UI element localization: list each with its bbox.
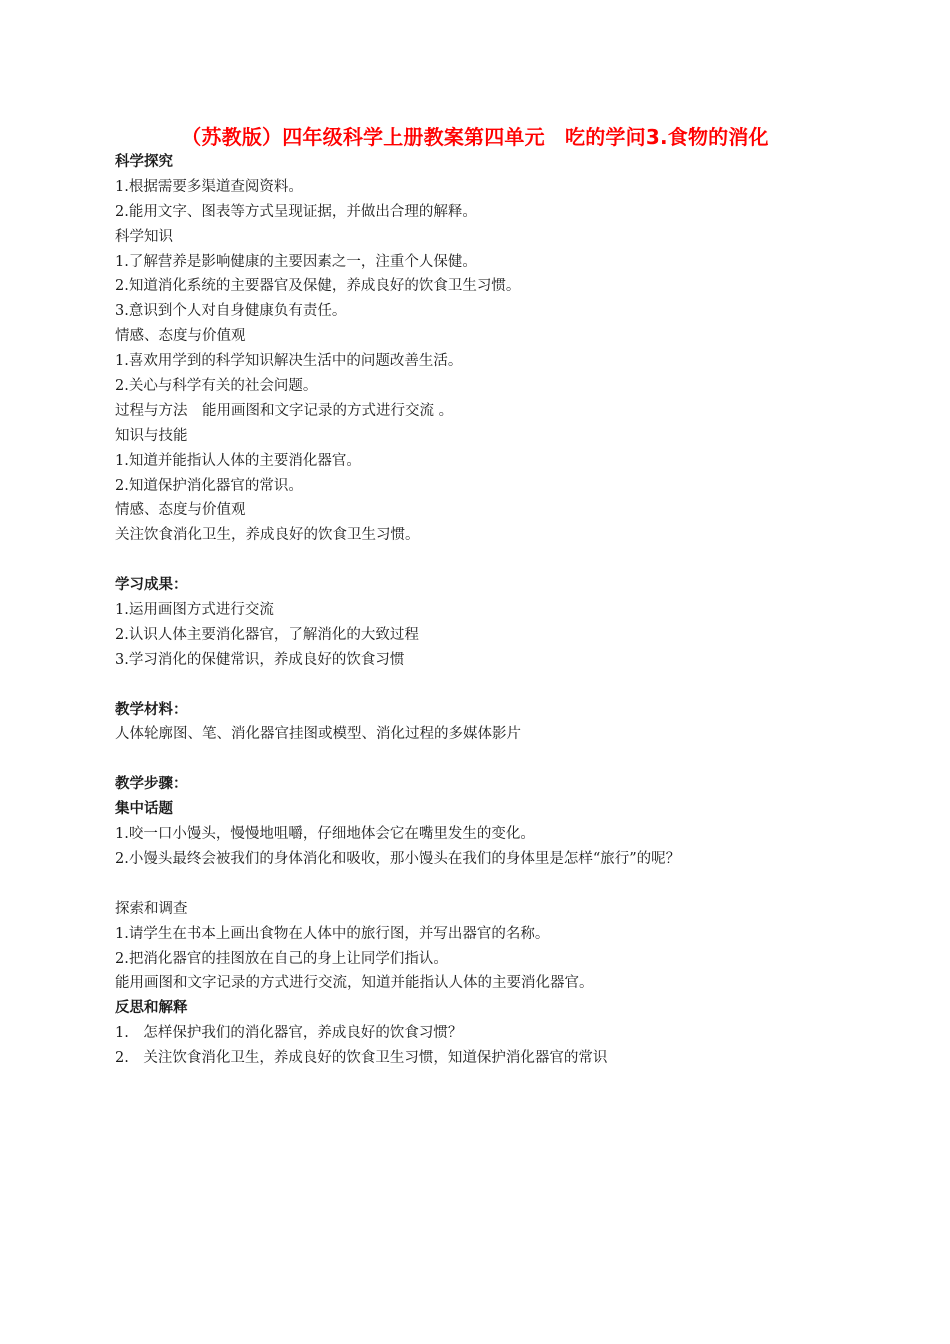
text-line: 2.认识人体主要消化器官，了解消化的大致过程 [115, 626, 419, 643]
section-heading: 教学材料： [115, 701, 188, 718]
text-line: 1.根据需要多渠道查阅资料。 [115, 178, 303, 195]
section-heading: 科学探究 [115, 154, 173, 170]
section-heading: 教学步骤： [115, 776, 188, 793]
text-line: 关注饮食消化卫生，养成良好的饮食卫生习惯。 [115, 527, 420, 544]
text-line: 2.知道消化系统的主要器官及保健，养成良好的饮食卫生习惯。 [115, 278, 521, 295]
text-line: 1. 怎样保护我们的消化器官，养成良好的饮食习惯？ [115, 1025, 463, 1042]
text-line: 科学知识 [115, 228, 173, 245]
text-line: 2. 关注饮食消化卫生，养成良好的饮食卫生习惯，知道保护消化器官的常识 [115, 1050, 608, 1067]
blank-line [115, 548, 835, 573]
text-line: 知识与技能 [115, 427, 188, 444]
text-line: 2.能用文字、图表等方式呈现证据，并做出合理的解释。 [115, 203, 477, 220]
blank-line [115, 673, 835, 698]
text-line: 1.知道并能指认人体的主要消化器官。 [115, 452, 361, 469]
text-line: 1.了解营养是影响健康的主要因素之一，注重个人保健。 [115, 253, 477, 270]
section-heading: 反思和解释 [115, 1000, 188, 1017]
text-line: 1.咬一口小馒头，慢慢地咀嚼，仔细地体会它在嘴里发生的变化。 [115, 826, 535, 843]
text-line: 3.意识到个人对自身健康负有责任。 [115, 303, 347, 320]
section-heading: 学习成果： [115, 577, 188, 594]
document-body [115, 150, 835, 1071]
blank-line [115, 747, 835, 772]
text-line: 2.知道保护消化器官的常识。 [115, 477, 303, 494]
text-line: 1.喜欢用学到的科学知识解决生活中的问题改善生活。 [115, 353, 463, 370]
text-line: 能用画图和文字记录的方式进行交流，知道并能指认人体的主要消化器官。 [115, 975, 594, 992]
text-line: 1.运用画图方式进行交流 [115, 602, 274, 619]
blank-line [115, 872, 835, 897]
document-title: （苏教版）四年级科学上册教案第四单元 吃的学问3.食物的消化 [181, 125, 769, 149]
text-line: 2.关心与科学有关的社会问题。 [115, 378, 318, 395]
text-line: 过程与方法 能用画图和文字记录的方式进行交流 。 [115, 402, 454, 419]
text-line: 1.请学生在书本上画出食物在人体中的旅行图，并写出器官的名称。 [115, 925, 550, 942]
text-line: 情感、态度与价值观 [115, 328, 246, 345]
text-line: 2.小馒头最终会被我们的身体消化和吸收，那小馒头在我们的身体里是怎样“旅行”的呢？ [115, 850, 681, 867]
text-line: 3.学习消化的保健常识，养成良好的饮食习惯 [115, 651, 405, 668]
text-line: 情感、态度与价值观 [115, 502, 246, 519]
text-line: 人体轮廓图、笔、消化器官挂图或模型、消化过程的多媒体影片 [115, 726, 521, 743]
text-line: 探索和调查 [115, 900, 188, 917]
section-heading: 集中话题 [115, 801, 173, 818]
text-line: 2.把消化器官的挂图放在自己的身上让同学们指认。 [115, 950, 448, 967]
